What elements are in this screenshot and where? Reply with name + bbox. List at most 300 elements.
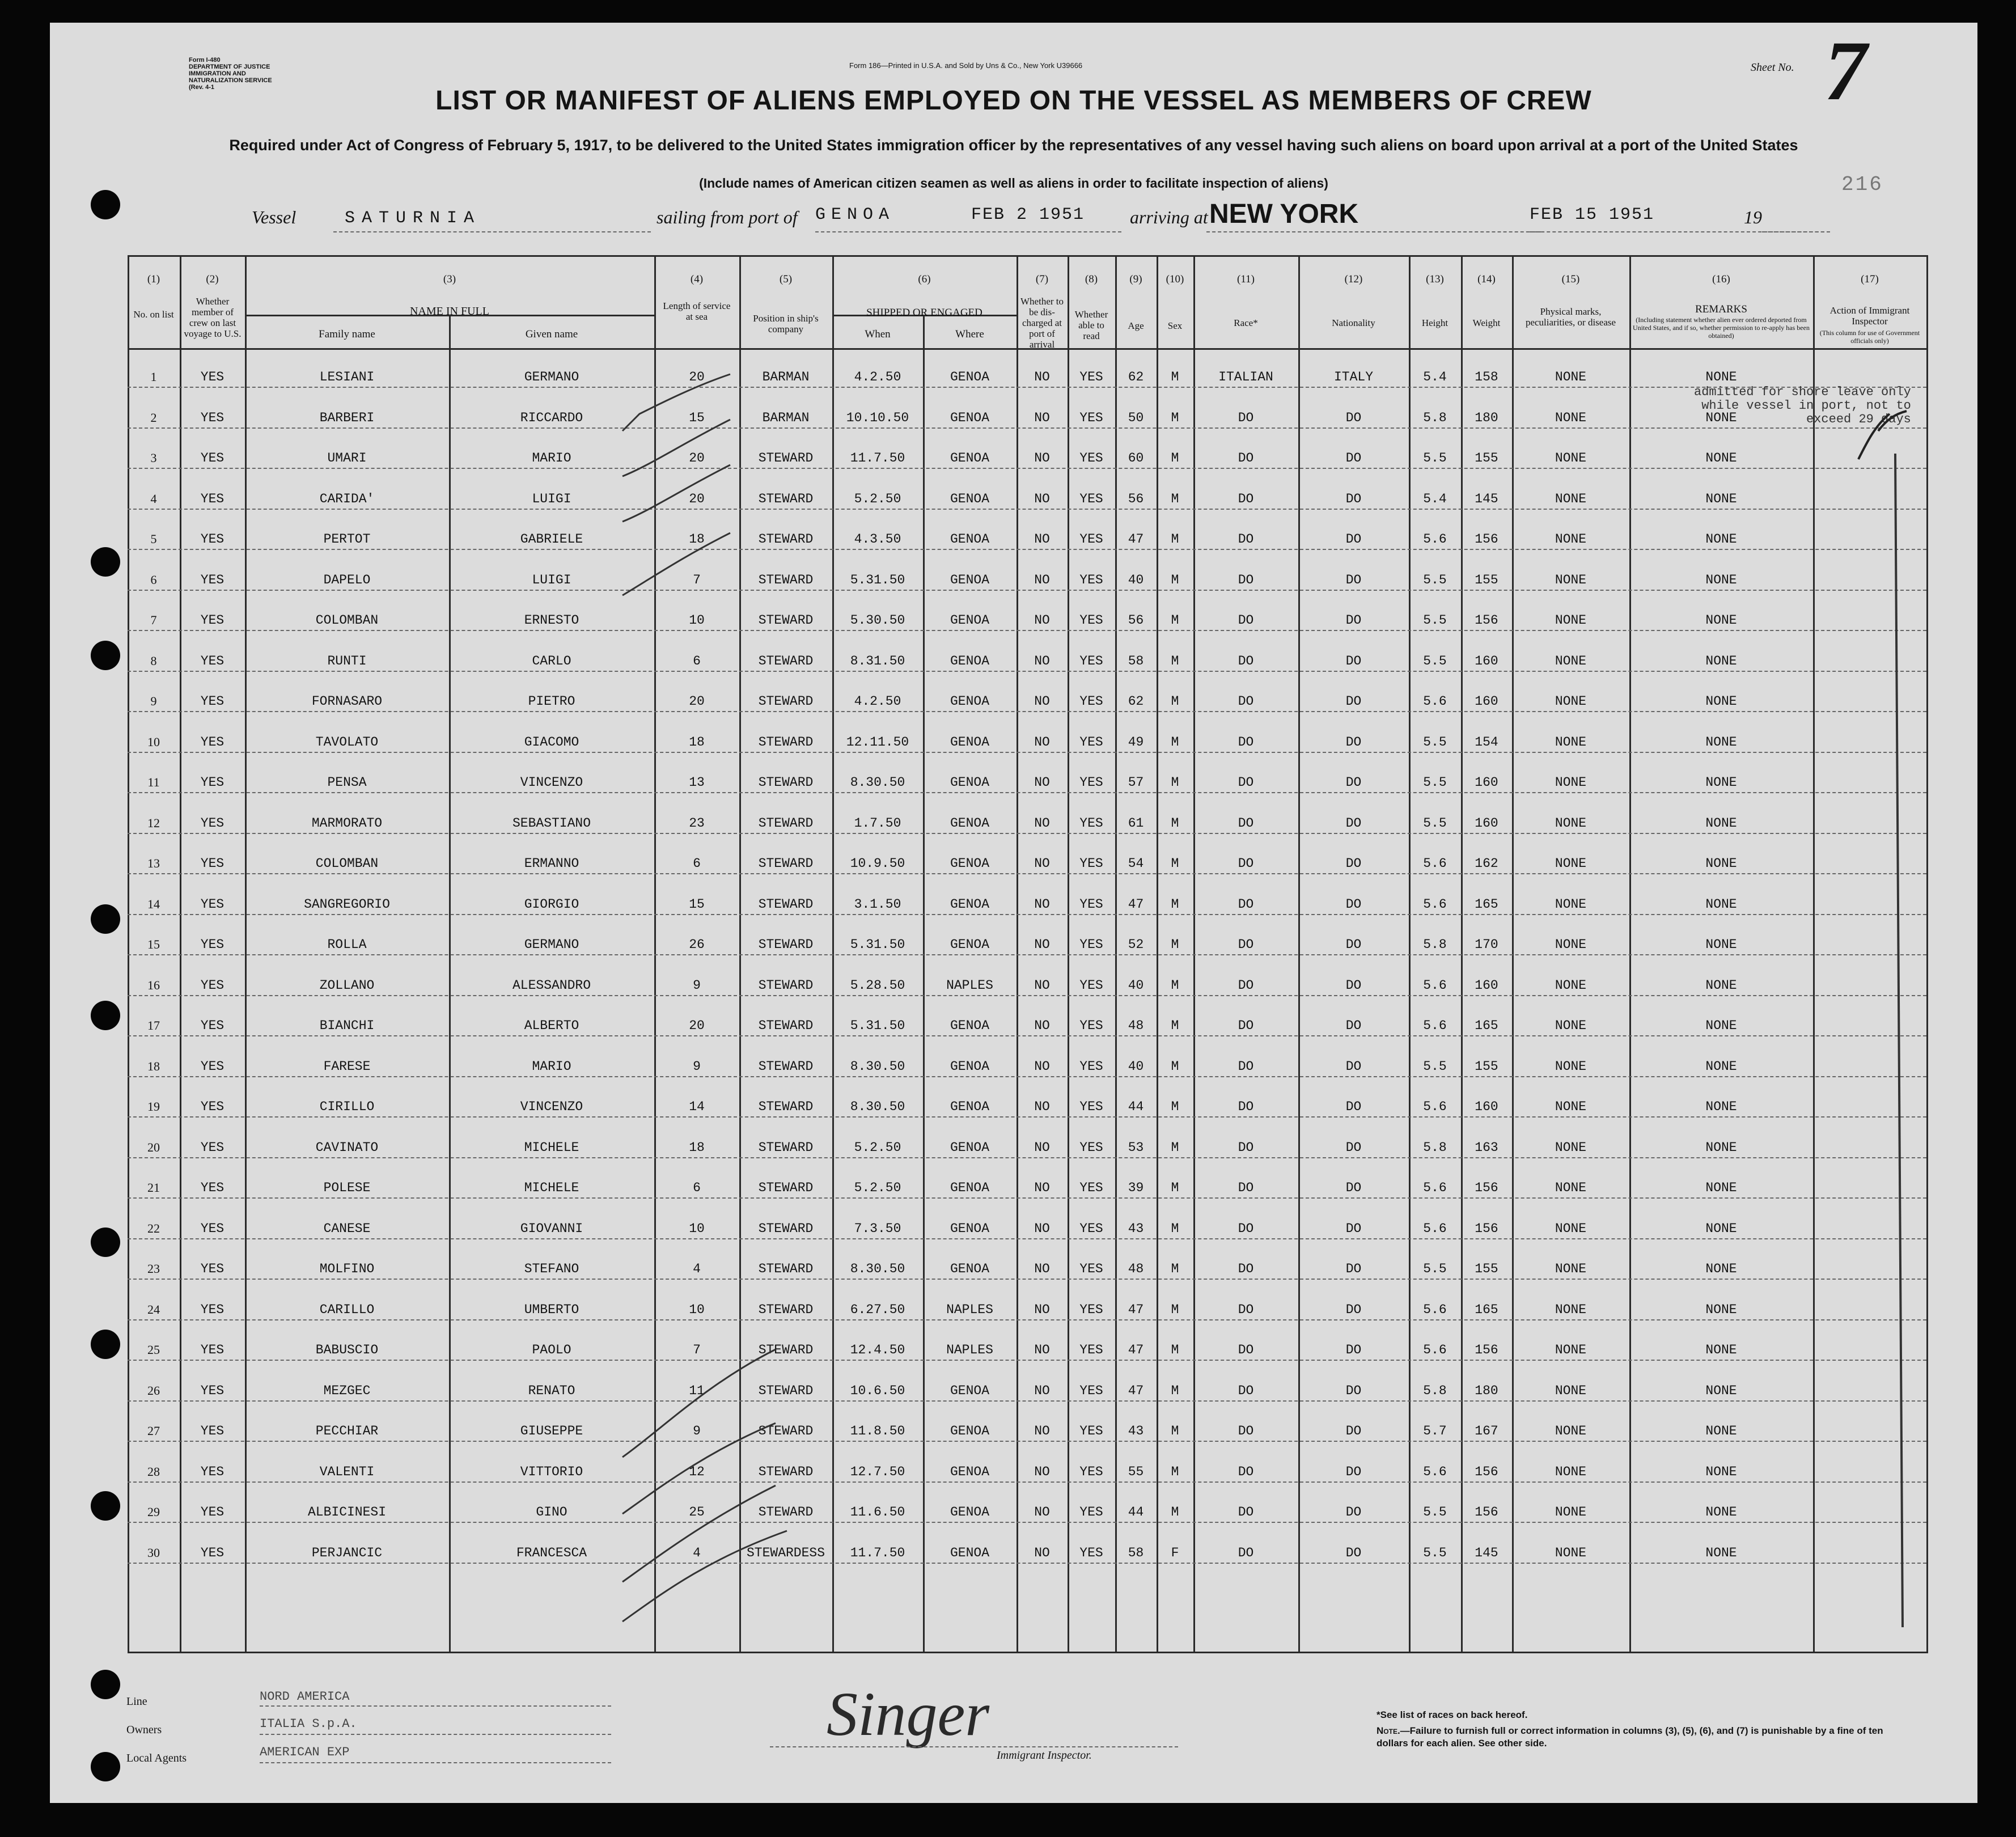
nationality-cell: DO	[1345, 1018, 1362, 1033]
row-number: 13	[147, 856, 160, 870]
sailing-port: GENOA	[815, 205, 895, 225]
age-cell: 56	[1128, 613, 1144, 628]
height-cell: 5.6	[1423, 1180, 1447, 1195]
shipped-when-cell: 8.31.50	[850, 653, 905, 668]
row-rule	[128, 468, 1926, 469]
physical-marks-cell: NONE	[1555, 1505, 1587, 1519]
last-voyage-cell: YES	[200, 1180, 225, 1195]
length-service-cell: 18	[689, 734, 705, 750]
position-cell: STEWARDESS	[746, 1545, 825, 1560]
sailing-label: sailing from port of	[657, 207, 798, 227]
stamp-line: (Rev. 4-1	[189, 84, 215, 91]
able-read-cell: YES	[1079, 937, 1103, 952]
age-cell: 58	[1128, 653, 1144, 668]
last-voyage-cell: YES	[200, 694, 225, 709]
shipped-where-cell: GENOA	[950, 1018, 989, 1033]
able-read-cell: YES	[1079, 410, 1103, 425]
race-cell: DO	[1238, 1424, 1254, 1438]
physical-marks-cell: NONE	[1555, 1424, 1587, 1438]
age-cell: 40	[1128, 977, 1144, 993]
length-service-cell: 20	[689, 694, 705, 709]
discharged-cell: NO	[1034, 370, 1050, 384]
shipped-where-cell: GENOA	[950, 613, 989, 628]
row-number: 10	[147, 734, 160, 749]
manifest-sheet	[50, 23, 1977, 1803]
weight-cell: 156	[1475, 1180, 1498, 1195]
given-name-cell: RENATO	[528, 1383, 575, 1398]
row-number: 24	[147, 1302, 160, 1317]
age-cell: 47	[1128, 1343, 1144, 1357]
physical-marks-cell: NONE	[1555, 937, 1587, 952]
length-service-cell: 11	[689, 1383, 705, 1398]
weight-cell: 160	[1475, 815, 1498, 831]
position-cell: STEWARD	[758, 532, 814, 547]
family-name-cell: CIRILLO	[319, 1099, 375, 1114]
col-num-17: (17)	[1861, 273, 1879, 285]
able-read-cell: YES	[1079, 815, 1103, 831]
age-cell: 43	[1128, 1424, 1144, 1438]
race-cell: DO	[1238, 1099, 1254, 1114]
sex-cell: M	[1171, 1018, 1179, 1033]
family-name-cell: MEZGEC	[323, 1383, 371, 1398]
last-voyage-cell: YES	[200, 1424, 225, 1438]
race-cell: DO	[1238, 1221, 1254, 1236]
row-rule	[128, 1035, 1926, 1036]
stamp-line: Form I-480	[189, 57, 221, 64]
length-service-cell: 6	[693, 653, 701, 668]
physical-marks-cell: NONE	[1555, 1221, 1587, 1236]
given-name-cell: GERMANO	[524, 370, 579, 384]
weight-cell: 180	[1475, 410, 1498, 425]
length-service-cell: 10	[689, 1302, 705, 1317]
remarks-cell: NONE	[1705, 1302, 1737, 1317]
family-name-cell: PERTOT	[323, 532, 371, 547]
nationality-cell: DO	[1345, 856, 1362, 871]
last-voyage-cell: YES	[200, 1343, 225, 1357]
age-cell: 44	[1128, 1099, 1144, 1114]
height-cell: 5.7	[1423, 1424, 1447, 1438]
physical-marks-cell: NONE	[1555, 1262, 1587, 1276]
position-cell: STEWARD	[758, 1018, 814, 1033]
race-cell: DO	[1238, 653, 1254, 668]
race-cell: DO	[1238, 1383, 1254, 1398]
race-cell: DO	[1238, 1505, 1254, 1519]
weight-cell: 160	[1475, 775, 1498, 790]
physical-marks-cell: NONE	[1555, 1018, 1587, 1033]
shipped-when-cell: 11.7.50	[850, 1545, 905, 1560]
height-cell: 5.6	[1423, 1343, 1447, 1357]
length-service-cell: 18	[689, 532, 705, 547]
position-cell: STEWARD	[758, 1464, 814, 1479]
weight-cell: 160	[1475, 1099, 1498, 1114]
note-text: —Failure to furnish full or correct information in columns (3), (5), (6), and (7) is punishable by a fine of ten dollars for each alien. See other side.	[1377, 1725, 1883, 1749]
able-read-cell: YES	[1079, 1180, 1103, 1195]
shipped-where-cell: GENOA	[950, 1140, 989, 1155]
nationality-cell: DO	[1345, 613, 1362, 628]
length-service-cell: 25	[689, 1505, 705, 1519]
race-cell: DO	[1238, 1018, 1254, 1033]
row-rule	[128, 671, 1926, 672]
discharged-cell: NO	[1034, 856, 1050, 871]
given-name-cell: GIUSEPPE	[520, 1424, 583, 1438]
height-cell: 5.8	[1423, 1140, 1447, 1155]
position-cell: STEWARD	[758, 977, 814, 993]
row-rule	[128, 914, 1926, 915]
row-rule	[128, 1279, 1926, 1280]
shipped-when-cell: 6.27.50	[850, 1302, 905, 1317]
shipped-where-cell: GENOA	[950, 1059, 989, 1074]
shipped-where-cell: GENOA	[950, 1505, 989, 1519]
row-number: 26	[147, 1383, 160, 1398]
nationality-cell: DO	[1345, 775, 1362, 790]
length-service-cell: 12	[689, 1464, 705, 1479]
remarks-cell: NONE	[1705, 1180, 1737, 1195]
race-cell: DO	[1238, 532, 1254, 547]
row-rule	[128, 792, 1926, 793]
sex-cell: M	[1171, 856, 1179, 871]
physical-marks-cell: NONE	[1555, 370, 1587, 384]
given-name-cell: FRANCESCA	[516, 1545, 587, 1560]
punch-hole	[91, 190, 120, 219]
shipped-where-cell: GENOA	[950, 572, 989, 587]
last-voyage-cell: YES	[200, 532, 225, 547]
last-voyage-cell: YES	[200, 653, 225, 668]
physical-marks-cell: NONE	[1555, 1140, 1587, 1155]
sex-cell: M	[1171, 1464, 1179, 1479]
race-cell: DO	[1238, 1059, 1254, 1074]
weight-cell: 156	[1475, 532, 1498, 547]
header-shipped: SHIPPED OR ENGAGED	[866, 307, 982, 319]
discharged-cell: NO	[1034, 896, 1050, 912]
shipped-where-cell: NAPLES	[946, 977, 993, 993]
discharged-cell: NO	[1034, 1059, 1050, 1074]
row-number: 4	[150, 491, 157, 506]
position-cell: STEWARD	[758, 694, 814, 709]
able-read-cell: YES	[1079, 370, 1103, 384]
nationality-cell: ITALY	[1333, 370, 1373, 384]
sex-cell: M	[1171, 1302, 1179, 1317]
race-cell: DO	[1238, 1464, 1254, 1479]
row-rule	[128, 1319, 1926, 1320]
given-name-cell: GABRIELE	[520, 532, 583, 547]
col-num-3: (3)	[443, 273, 456, 285]
nationality-cell: DO	[1345, 572, 1362, 587]
remarks-cell: NONE	[1705, 1343, 1737, 1357]
row-rule	[128, 752, 1926, 753]
physical-marks-cell: NONE	[1555, 734, 1587, 750]
position-cell: STEWARD	[758, 1262, 814, 1276]
position-cell: STEWARD	[758, 1059, 814, 1074]
punch-hole	[91, 547, 120, 577]
shipped-where-cell: GENOA	[950, 1221, 989, 1236]
physical-marks-cell: NONE	[1555, 532, 1587, 547]
weight-cell: 160	[1475, 653, 1498, 668]
owners-value: ITALIA S.p.A.	[260, 1717, 357, 1731]
remarks-cell: NONE	[1705, 491, 1737, 506]
weight-cell: 167	[1475, 1424, 1498, 1438]
nationality-cell: DO	[1345, 1424, 1362, 1438]
family-name-cell: FORNASARO	[311, 694, 383, 709]
weight-cell: 165	[1475, 1302, 1498, 1317]
row-rule	[128, 873, 1926, 874]
given-name-cell: ERNESTO	[524, 613, 579, 628]
header-when: When	[865, 328, 891, 340]
last-voyage-cell: YES	[200, 1545, 225, 1560]
header-family-name: Family name	[319, 328, 375, 340]
sex-cell: M	[1171, 1140, 1179, 1155]
given-name-cell: ALBERTO	[524, 1018, 579, 1033]
able-read-cell: YES	[1079, 532, 1103, 547]
length-service-cell: 20	[689, 491, 705, 506]
nationality-cell: DO	[1345, 937, 1362, 952]
age-cell: 50	[1128, 410, 1144, 425]
row-number: 9	[150, 694, 157, 708]
discharged-cell: NO	[1034, 694, 1050, 709]
weight-cell: 145	[1475, 491, 1498, 506]
shipped-when-cell: 5.2.50	[854, 1140, 901, 1155]
height-cell: 5.5	[1423, 1545, 1447, 1560]
age-cell: 40	[1128, 1059, 1144, 1074]
nationality-cell: DO	[1345, 1140, 1362, 1155]
able-read-cell: YES	[1079, 856, 1103, 871]
shipped-when-cell: 12.11.50	[846, 734, 909, 750]
shipped-when-cell: 11.7.50	[850, 451, 905, 465]
penalty-note	[1377, 1725, 1915, 1750]
row-number: 15	[147, 937, 160, 951]
age-cell: 40	[1128, 572, 1144, 587]
family-name-cell: DAPELO	[323, 572, 371, 587]
nationality-cell: DO	[1345, 694, 1362, 709]
length-service-cell: 26	[689, 937, 705, 952]
sex-cell: M	[1171, 1180, 1179, 1195]
last-voyage-cell: YES	[200, 1464, 225, 1479]
shipped-when-cell: 10.10.50	[846, 410, 909, 425]
shipped-where-cell: NAPLES	[946, 1302, 993, 1317]
family-name-cell: CARILLO	[319, 1302, 375, 1317]
row-number: 22	[147, 1221, 160, 1235]
last-voyage-cell: YES	[200, 1505, 225, 1519]
position-cell: STEWARD	[758, 1343, 814, 1357]
length-service-cell: 15	[689, 410, 705, 425]
height-cell: 5.6	[1423, 1221, 1447, 1236]
length-service-cell: 10	[689, 613, 705, 628]
punch-hole	[91, 1491, 120, 1521]
sex-cell: M	[1171, 410, 1179, 425]
punch-hole	[91, 1752, 120, 1781]
sex-cell: M	[1171, 1383, 1179, 1398]
physical-marks-cell: NONE	[1555, 1059, 1587, 1074]
age-cell: 47	[1128, 896, 1144, 912]
discharged-cell: NO	[1034, 1505, 1050, 1519]
able-read-cell: YES	[1079, 977, 1103, 993]
height-cell: 5.5	[1423, 815, 1447, 831]
races-note: *See list of races on back hereof.	[1377, 1709, 1528, 1720]
shipped-where-cell: GENOA	[950, 532, 989, 547]
shipped-where-cell: GENOA	[950, 856, 989, 871]
row-number: 21	[147, 1180, 160, 1195]
stamp-line: DEPARTMENT OF JUSTICE	[189, 64, 270, 70]
col-num-6: (6)	[918, 273, 931, 285]
discharged-cell: NO	[1034, 1140, 1050, 1155]
family-name-cell: CANESE	[323, 1221, 371, 1236]
weight-cell: 160	[1475, 694, 1498, 709]
age-cell: 55	[1128, 1464, 1144, 1479]
able-read-cell: YES	[1079, 734, 1103, 750]
nationality-cell: DO	[1345, 1221, 1362, 1236]
header-sex: Sex	[1167, 320, 1183, 331]
height-cell: 5.6	[1423, 532, 1447, 547]
form-title: LIST OR MANIFEST OF ALIENS EMPLOYED ON THE VESSEL AS MEMBERS OF CREW	[435, 86, 1592, 116]
age-cell: 56	[1128, 491, 1144, 506]
col-num-5: (5)	[779, 273, 793, 285]
discharged-cell: NO	[1034, 1221, 1050, 1236]
shipped-where-cell: GENOA	[950, 1424, 989, 1438]
header-able-read: Whether able to read	[1074, 309, 1108, 341]
age-cell: 60	[1128, 451, 1144, 465]
last-voyage-cell: YES	[200, 491, 225, 506]
position-cell: STEWARD	[758, 653, 814, 668]
col-num-1: (1)	[147, 273, 160, 285]
race-cell: DO	[1238, 896, 1254, 912]
row-number: 19	[147, 1099, 160, 1114]
last-voyage-cell: YES	[200, 410, 225, 425]
remarks-cell: NONE	[1705, 694, 1737, 709]
able-read-cell: YES	[1079, 1099, 1103, 1114]
discharged-cell: NO	[1034, 1302, 1050, 1317]
race-cell: DO	[1238, 451, 1254, 465]
weight-cell: 155	[1475, 1059, 1498, 1074]
nationality-cell: DO	[1345, 1545, 1362, 1560]
position-cell: BARMAN	[762, 370, 810, 384]
shipped-when-cell: 12.7.50	[850, 1464, 905, 1479]
length-service-cell: 6	[693, 856, 701, 871]
shipped-when-cell: 8.30.50	[850, 1099, 905, 1114]
row-number: 2	[150, 410, 157, 425]
nationality-cell: DO	[1345, 734, 1362, 750]
family-name-cell: COLOMBAN	[315, 856, 379, 871]
row-rule	[128, 711, 1926, 712]
form-subtitle: Required under Act of Congress of February 5, 1917, to be delivered to the United States immigration officer by the representatives of any vessel having such aliens on board upon arrival at a port of the United States	[229, 137, 1798, 154]
family-name-cell: BIANCHI	[319, 1018, 375, 1033]
shipped-where-cell: GENOA	[950, 370, 989, 384]
header-name-in-full: NAME IN FULL	[410, 305, 489, 318]
age-cell: 39	[1128, 1180, 1144, 1195]
discharged-cell: NO	[1034, 653, 1050, 668]
last-voyage-cell: YES	[200, 775, 225, 790]
height-cell: 5.5	[1423, 1262, 1447, 1276]
race-cell: DO	[1238, 572, 1254, 587]
given-name-cell: VINCENZO	[520, 775, 583, 790]
row-rule	[128, 427, 1926, 429]
discharged-cell: NO	[1034, 491, 1050, 506]
physical-marks-cell: NONE	[1555, 491, 1587, 506]
able-read-cell: YES	[1079, 1424, 1103, 1438]
sex-cell: M	[1171, 1262, 1179, 1276]
remarks-cell: NONE	[1705, 1464, 1737, 1479]
length-service-cell: 7	[693, 572, 701, 587]
last-voyage-cell: YES	[200, 1018, 225, 1033]
shipped-where-cell: GENOA	[950, 1180, 989, 1195]
punch-hole	[91, 1228, 120, 1257]
able-read-cell: YES	[1079, 613, 1103, 628]
row-rule	[128, 1197, 1926, 1199]
race-cell: DO	[1238, 856, 1254, 871]
given-name-cell: ERMANNO	[524, 856, 579, 871]
row-rule	[128, 509, 1926, 510]
position-cell: STEWARD	[758, 1383, 814, 1398]
family-name-cell: PERJANCIC	[311, 1545, 383, 1560]
race-cell: DO	[1238, 1180, 1254, 1195]
weight-cell: 170	[1475, 937, 1498, 952]
height-cell: 5.8	[1423, 410, 1447, 425]
header-action: Action of Immigrant Inspector	[1829, 305, 1910, 327]
discharged-cell: NO	[1034, 613, 1050, 628]
weight-cell: 155	[1475, 572, 1498, 587]
shipped-when-cell: 4.2.50	[854, 370, 901, 384]
remarks-cell: NONE	[1705, 532, 1737, 547]
height-cell: 5.6	[1423, 896, 1447, 912]
remarks-cell: NONE	[1705, 572, 1737, 587]
remarks-cell: NONE	[1705, 775, 1737, 790]
row-number: 3	[150, 451, 157, 465]
last-voyage-cell: YES	[200, 937, 225, 952]
discharged-cell: NO	[1034, 815, 1050, 831]
physical-marks-cell: NONE	[1555, 856, 1587, 871]
given-name-cell: RICCARDO	[520, 410, 583, 425]
position-cell: STEWARD	[758, 1424, 814, 1438]
punch-hole	[91, 1330, 120, 1359]
nationality-cell: DO	[1345, 1383, 1362, 1398]
physical-marks-cell: NONE	[1555, 572, 1587, 587]
line-label: Line	[126, 1695, 147, 1708]
weight-cell: 162	[1475, 856, 1498, 871]
shipped-where-cell: GENOA	[950, 937, 989, 952]
given-name-cell: LUIGI	[532, 491, 571, 506]
shipped-when-cell: 11.6.50	[850, 1505, 905, 1519]
length-service-cell: 10	[689, 1221, 705, 1236]
physical-marks-cell: NONE	[1555, 1302, 1587, 1317]
row-rule	[128, 833, 1926, 834]
shipped-where-cell: GENOA	[950, 1545, 989, 1560]
nationality-cell: DO	[1345, 1505, 1362, 1519]
discharged-cell: NO	[1034, 734, 1050, 750]
family-name-cell: UMARI	[327, 451, 367, 465]
physical-marks-cell: NONE	[1555, 815, 1587, 831]
weight-cell: 165	[1475, 896, 1498, 912]
agents-value: AMERICAN EXP	[260, 1745, 350, 1759]
age-cell: 54	[1128, 856, 1144, 871]
last-voyage-cell: YES	[200, 1221, 225, 1236]
shipped-where-cell: NAPLES	[946, 1343, 993, 1357]
weight-cell: 156	[1475, 1221, 1498, 1236]
header-height: Height	[1421, 318, 1449, 328]
row-rule	[128, 1076, 1926, 1077]
punch-hole	[91, 1670, 120, 1699]
year-label: 19	[1744, 207, 1762, 227]
able-read-cell: YES	[1079, 1383, 1103, 1398]
position-cell: STEWARD	[758, 613, 814, 628]
last-voyage-cell: YES	[200, 734, 225, 750]
last-voyage-cell: YES	[200, 1383, 225, 1398]
nationality-cell: DO	[1345, 815, 1362, 831]
row-number: 12	[147, 815, 160, 830]
height-cell: 5.6	[1423, 1464, 1447, 1479]
length-service-cell: 4	[693, 1262, 701, 1276]
row-number: 8	[150, 653, 157, 668]
shipped-when-cell: 8.30.50	[850, 1262, 905, 1276]
position-cell: STEWARD	[758, 491, 814, 506]
family-name-cell: MARMORATO	[311, 815, 383, 831]
